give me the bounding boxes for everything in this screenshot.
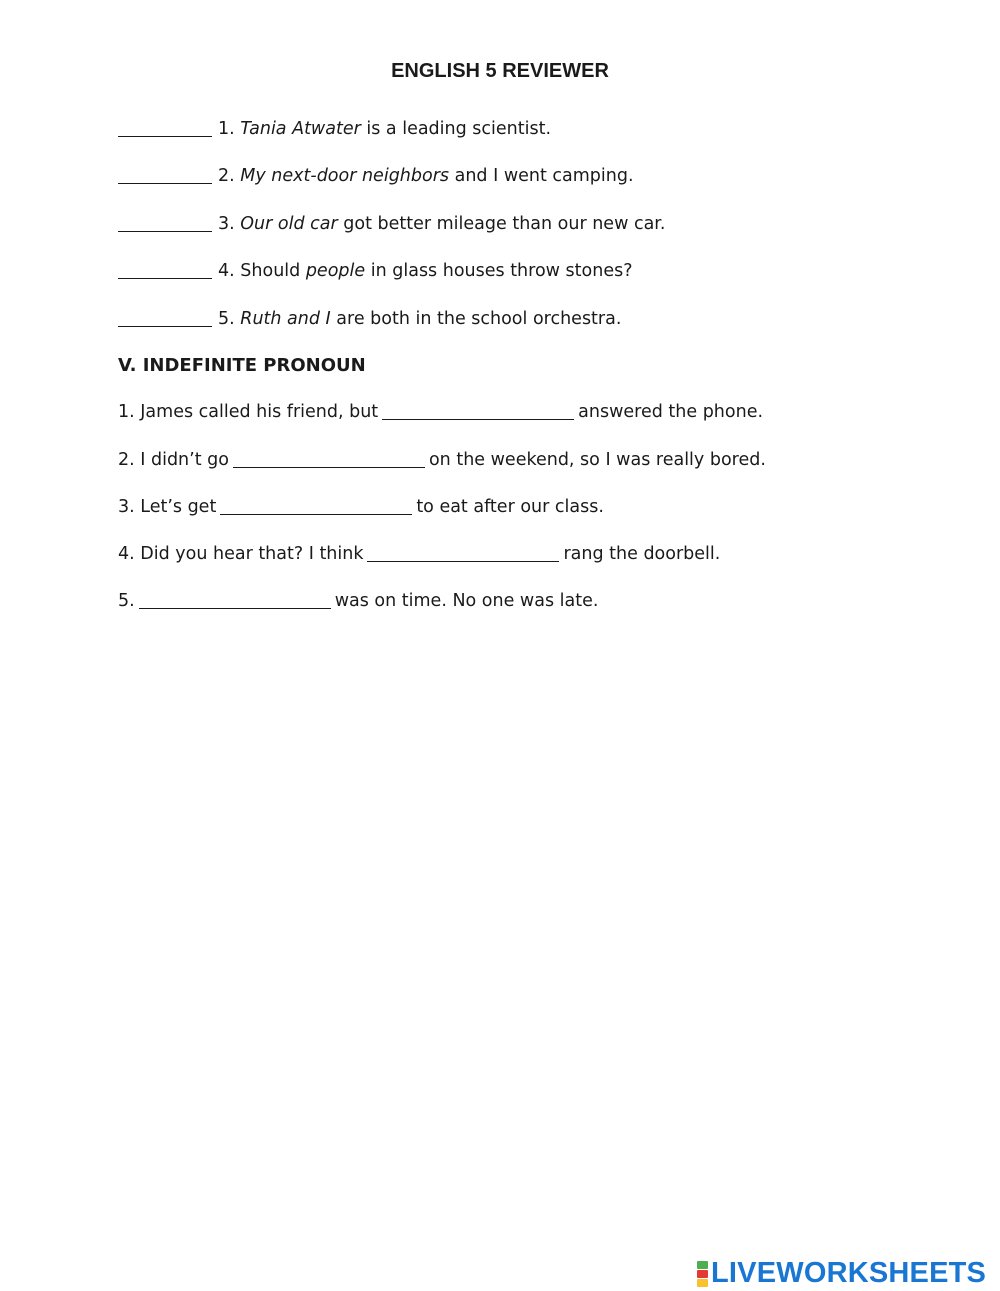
answer-blank[interactable]	[233, 449, 425, 468]
answer-blank[interactable]	[367, 543, 559, 562]
question-line: 1. Tania Atwater is a leading scientist.	[118, 118, 551, 139]
logo-blocks-icon	[697, 1261, 708, 1287]
question-line: 4. Did you hear that? I think rang the doorbell.	[118, 544, 721, 564]
answer-blank[interactable]	[118, 118, 212, 137]
answer-blank[interactable]	[118, 308, 212, 327]
liveworksheets-logo	[697, 1257, 986, 1290]
logo-block	[697, 1261, 708, 1269]
question-line: 3. Our old car got better mileage than our new car.	[118, 213, 665, 234]
question-line: 5. was on time. No one was late.	[118, 591, 599, 611]
question-line: 3. Let’s get to eat after our class.	[118, 497, 604, 517]
logo-text: LIVEWORKSHEETS	[711, 1257, 987, 1289]
question-line: 5. Ruth and I are both in the school orchestra.	[118, 308, 621, 329]
question-line: 4. Should people in glass houses throw stones?	[118, 260, 633, 281]
answer-blank[interactable]	[139, 590, 331, 609]
question-line: 2. I didn’t go on the weekend, so I was really bored.	[118, 450, 766, 470]
answer-blank[interactable]	[382, 401, 574, 420]
question-line: 2. My next-door neighbors and I went camping.	[118, 165, 634, 186]
logo-block	[697, 1279, 708, 1287]
answer-blank[interactable]	[220, 496, 412, 515]
question-line: 1. James called his friend, but answered the phone.	[118, 402, 764, 422]
page-title: ENGLISH 5 REVIEWER	[391, 60, 609, 82]
section-heading: V. INDEFINITE PRONOUN	[118, 355, 366, 376]
answer-blank[interactable]	[118, 260, 212, 279]
answer-blank[interactable]	[118, 165, 212, 184]
logo-block	[697, 1270, 708, 1278]
answer-blank[interactable]	[118, 213, 212, 232]
